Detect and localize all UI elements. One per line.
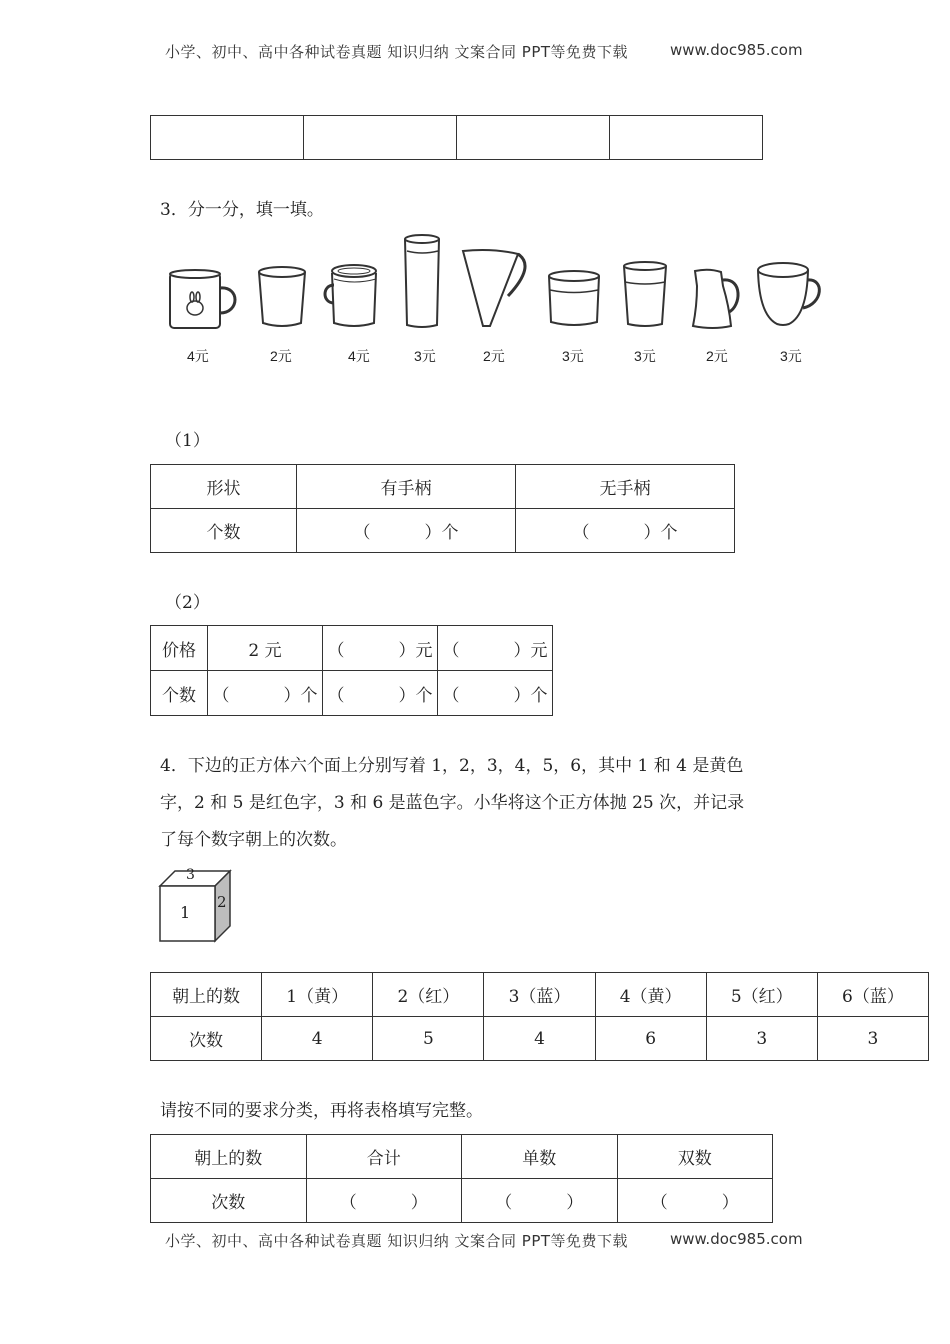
mug-with-rabbit-icon (165, 268, 245, 333)
q3-part1-label: （1） (165, 431, 210, 451)
number-cube-icon (155, 866, 240, 946)
cup-price: 3元 (562, 348, 584, 364)
empty-answer-table (150, 115, 763, 160)
teacup-icon (755, 260, 825, 330)
cup-price: 3元 (634, 348, 656, 364)
table-cell: 4 (262, 1017, 373, 1061)
cube-top-number: 3 (186, 867, 195, 883)
table-cell: 6（蓝） (817, 973, 928, 1017)
table-cell: 朝上的数 (151, 1135, 307, 1179)
pitcher-icon (458, 246, 538, 331)
table-cell: 5 (373, 1017, 484, 1061)
lidded-mug-icon (322, 263, 382, 331)
table-cell: 5（红） (706, 973, 817, 1017)
table-cell: 单数 (462, 1135, 618, 1179)
cup-price: 2元 (706, 348, 728, 364)
answer-cell[interactable]: （ ）个 (323, 671, 438, 716)
cube-front-number: 1 (180, 903, 191, 922)
footer-site: www.doc985.com (670, 1230, 803, 1248)
table-cell: 次数 (151, 1179, 307, 1223)
table-cell: 3（蓝） (484, 973, 595, 1017)
empty-cell (457, 116, 610, 160)
header-text: 小学、初中、高中各种试卷真题 知识归纳 文案合同 PPT等免费下载 (165, 43, 629, 61)
q4-results-table (150, 972, 929, 1061)
answer-cell[interactable]: （ ）个 (438, 671, 553, 716)
table-cell: 次数 (151, 1017, 262, 1061)
answer-cell[interactable]: （ ） (462, 1179, 618, 1223)
footer-text: 小学、初中、高中各种试卷真题 知识归纳 文案合同 PPT等免费下载 (165, 1232, 629, 1250)
table-cell: 双数 (617, 1135, 773, 1179)
cup-price: 4元 (187, 348, 209, 364)
table-cell: 朝上的数 (151, 973, 262, 1017)
cup-price: 3元 (414, 348, 436, 364)
table-cell: 4 (484, 1017, 595, 1061)
empty-cell (610, 116, 763, 160)
table-cell: 无手柄 (516, 465, 735, 509)
answer-cell[interactable]: （ ）元 (438, 626, 553, 671)
table-cell: 2 元 (208, 626, 323, 671)
table-cell: 2（红） (373, 973, 484, 1017)
cup-price: 4元 (348, 348, 370, 364)
table-cell: 价格 (151, 626, 208, 671)
table-cell: 合计 (306, 1135, 462, 1179)
answer-cell[interactable]: （ ）元 (323, 626, 438, 671)
plain-cup-icon (255, 265, 310, 330)
empty-cell (151, 116, 304, 160)
q4-classify-table (150, 1134, 773, 1223)
table-cell: 4（黄） (595, 973, 706, 1017)
table-cell: 3 (706, 1017, 817, 1061)
header-site: www.doc985.com (670, 41, 803, 59)
q3-part2-label: （2） (165, 593, 210, 613)
cup-price: 2元 (270, 348, 292, 364)
answer-cell[interactable]: （ ） (617, 1179, 773, 1223)
jug-icon (685, 266, 745, 331)
cup-row (160, 228, 840, 368)
q4-text-line3: 了每个数字朝上的次数。 (160, 830, 347, 850)
q4-instruction: 请按不同的要求分类，再将表格填写完整。 (160, 1101, 483, 1121)
table-cell: 个数 (151, 671, 208, 716)
answer-cell[interactable]: （ ）个 (208, 671, 323, 716)
short-glass-icon (545, 268, 603, 330)
empty-cell (304, 116, 457, 160)
q4-text-line2: 字，2 和 5 是红色字，3 和 6 是蓝色字。小华将这个正方体抛 25 次，并记录 (160, 793, 745, 813)
answer-cell[interactable]: （ ） (306, 1179, 462, 1223)
table-cell: 个数 (151, 509, 297, 553)
tall-glass-icon (400, 233, 445, 331)
glass-with-water-icon (620, 260, 670, 330)
q4-text-line1: 4．下边的正方体六个面上分别写着 1，2，3，4，5，6，其中 1 和 4 是黄色 (160, 756, 744, 776)
table-cell: 1（黄） (262, 973, 373, 1017)
answer-cell[interactable]: （ ）个 (297, 509, 516, 553)
cube-side-number: 2 (217, 893, 227, 911)
table-cell: 6 (595, 1017, 706, 1061)
q3-part2-table (150, 625, 553, 716)
table-cell: 3 (817, 1017, 928, 1061)
table-cell: 有手柄 (297, 465, 516, 509)
answer-cell[interactable]: （ ）个 (516, 509, 735, 553)
cup-price: 3元 (780, 348, 802, 364)
cup-price: 2元 (483, 348, 505, 364)
table-cell: 形状 (151, 465, 297, 509)
q3-title: 3．分一分，填一填。 (160, 200, 324, 220)
q3-part1-table (150, 464, 735, 553)
